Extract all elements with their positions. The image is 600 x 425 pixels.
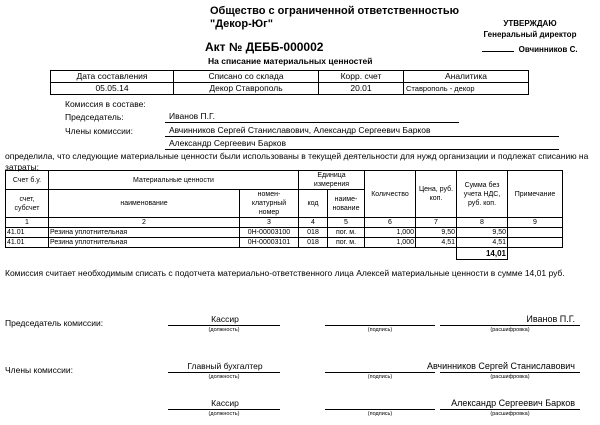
goods-h-subaccount: счет, субсчет — [6, 190, 49, 218]
goods-cell-nomen: 0Н-00003100 — [240, 228, 299, 238]
goods-h-values: Материальные ценности — [49, 171, 299, 190]
goods-total: 14,01 — [457, 248, 508, 260]
goods-h-note: Примечание — [508, 171, 563, 218]
table-row — [6, 238, 563, 248]
goods-cell-sum: 4,51 — [457, 238, 508, 248]
header-col-date: Дата составления — [51, 71, 174, 83]
goods-num-4: 4 — [299, 218, 328, 228]
signature-sign-line-3 — [325, 409, 435, 410]
text-conclusion: Комиссия считает необходимым списать с подотчета материально-ответственного лица Алексей материальные ценности в сумме 14,01 руб. — [5, 268, 565, 278]
signature-name-line-2 — [440, 372, 580, 373]
goods-h-price: Цена, руб. коп. — [416, 171, 457, 218]
goods-cell-note — [508, 238, 563, 248]
header-val-analytics: Ставрополь - декор — [404, 83, 529, 95]
signature-position-3: Кассир — [211, 398, 239, 408]
signature-position-line-3 — [168, 409, 280, 410]
signature-name-line-1 — [440, 325, 580, 326]
signature-members-label: Члены комиссии: — [5, 365, 74, 375]
goods-num-1: 1 — [6, 218, 49, 228]
goods-cell-price: 4,51 — [416, 238, 457, 248]
goods-h-sum: Сумма без учета НДС, руб. коп. — [457, 171, 508, 218]
goods-num-6: 6 — [365, 218, 416, 228]
approval-block — [470, 18, 590, 55]
signature-cap-decode-1: (расшифровка) — [490, 327, 530, 333]
header-table — [50, 70, 529, 95]
signature-chair-label: Председатель комиссии: — [5, 318, 104, 328]
signature-position-line-1 — [168, 325, 280, 326]
goods-h-unitname: наиме- нование — [328, 190, 365, 218]
organization-line1: Общество с ограниченной ответственностью — [210, 5, 459, 17]
act-title: Акт № ДЕББ-000002 — [205, 40, 324, 54]
goods-cell-name: Резина уплотнительная — [49, 238, 240, 248]
approval-title: УТВЕРЖДАЮ — [503, 19, 557, 28]
commission-title: Комиссия в составе: — [65, 99, 146, 109]
signature-cap-position-3: (должность) — [208, 411, 240, 417]
goods-h-nomenclature: номен- клатурный номер — [240, 190, 299, 218]
signature-cap-position-2: (должность) — [208, 374, 240, 380]
goods-number-row — [6, 218, 563, 228]
goods-num-2: 2 — [49, 218, 240, 228]
signature-cap-sign-1: (подпись) — [367, 327, 393, 333]
signature-sign-line-2 — [325, 372, 435, 373]
table-row — [6, 228, 563, 238]
signature-position-2: Главный бухгалтер — [187, 361, 263, 371]
header-val-warehouse: Декор Ставрополь — [174, 83, 319, 95]
signature-position-line-2 — [168, 372, 280, 373]
commission-members-label: Члены комиссии: — [65, 126, 134, 136]
goods-cell-code: 018 — [299, 238, 328, 248]
commission-member-line2: Александр Сергеевич Барков — [165, 137, 559, 150]
signature-cap-sign-3: (подпись) — [367, 411, 393, 417]
goods-cell-qty: 1,000 — [365, 228, 416, 238]
act-subtitle: На списание материальных ценностей — [208, 56, 373, 66]
goods-num-7: 7 — [416, 218, 457, 228]
signature-name-2: Авчинников Сергей Станиславович — [427, 361, 575, 371]
commission-member-line1: Авчинников Сергей Станиславович, Александр Сергеевич Барков — [165, 124, 559, 137]
goods-cell-qty: 1,000 — [365, 238, 416, 248]
header-val-date: 05.05.14 — [51, 83, 174, 95]
organization-name — [210, 5, 459, 31]
goods-h-unit: Единица измерения — [299, 171, 365, 190]
goods-num-9: 9 — [508, 218, 563, 228]
text-determined: определила, что следующие материальные ценности были использованы в текущей деятельности для нужд организации и подлежат списанию на затраты: — [5, 151, 589, 172]
goods-cell-code: 018 — [299, 228, 328, 238]
signature-cap-sign-2: (подпись) — [367, 374, 393, 380]
header-col-account: Корр. счет — [319, 71, 404, 83]
approval-signature-line — [482, 51, 514, 52]
goods-cell-unit: пог. м. — [328, 238, 365, 248]
approval-signature — [470, 44, 590, 55]
signature-sign-line-1 — [325, 325, 435, 326]
goods-h-name: наименование — [49, 190, 240, 218]
organization-line2: "Декор-Юг" — [210, 18, 273, 30]
goods-cell-name: Резина уплотнительная — [49, 228, 240, 238]
signature-cap-decode-2: (расшифровка) — [490, 374, 530, 380]
goods-cell-account: 41.01 — [6, 228, 49, 238]
approval-name: Овчинников С. — [518, 45, 578, 54]
goods-h-account: Счет б.у. — [6, 171, 49, 190]
header-table-row-labels — [51, 71, 529, 83]
goods-cell-unit: пог. м. — [328, 228, 365, 238]
signature-name-line-3 — [440, 409, 580, 410]
goods-cell-note — [508, 228, 563, 238]
commission-chair-name: Иванов П.Г. — [165, 110, 459, 123]
approval-role: Генеральный директор — [483, 30, 577, 39]
signature-cap-decode-3: (расшифровка) — [490, 411, 530, 417]
signature-position-1: Кассир — [211, 314, 239, 324]
header-col-analytics: Аналитика — [404, 71, 529, 83]
signature-cap-position-1: (должность) — [208, 327, 240, 333]
signature-name-3: Александр Сергеевич Барков — [451, 398, 575, 408]
header-col-warehouse: Списано со склада — [174, 71, 319, 83]
goods-num-5: 5 — [328, 218, 365, 228]
goods-h-code: код — [299, 190, 328, 218]
goods-cell-account: 41.01 — [6, 238, 49, 248]
goods-num-3: 3 — [240, 218, 299, 228]
header-val-account: 20.01 — [319, 83, 404, 95]
goods-cell-price: 9,50 — [416, 228, 457, 238]
goods-h-qty: Количество — [365, 171, 416, 218]
goods-total-row — [6, 248, 563, 260]
goods-cell-nomen: 0Н-00003101 — [240, 238, 299, 248]
signature-name-1: Иванов П.Г. — [526, 314, 575, 324]
commission-chair-label: Председатель: — [65, 112, 124, 122]
goods-cell-sum: 9,50 — [457, 228, 508, 238]
goods-num-8: 8 — [457, 218, 508, 228]
header-table-row-values — [51, 83, 529, 95]
goods-table — [5, 170, 563, 260]
goods-header-row1 — [6, 171, 563, 190]
